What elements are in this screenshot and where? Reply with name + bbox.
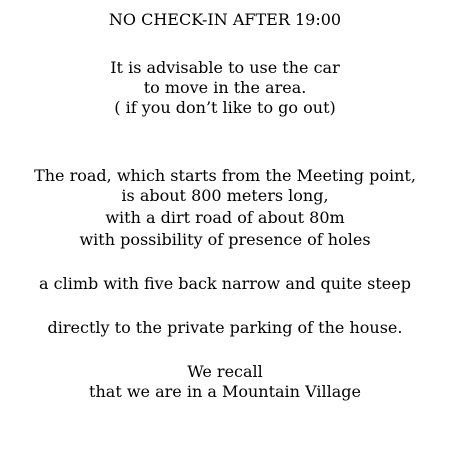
- advice-line-1: It is advisable to use the car: [110, 58, 340, 77]
- notice-heading: NO CHECK-IN AFTER 19:00: [108, 10, 342, 29]
- road-line-2: is about 800 meters long,: [121, 186, 329, 205]
- road-line-1: The road, which starts from the Meeting point,: [34, 166, 416, 185]
- road-line-3: with a dirt road of about 80m: [105, 208, 345, 227]
- recall-line-1: We recall: [187, 362, 263, 381]
- road-line-4: with possibility of presence of holes: [79, 230, 371, 249]
- advice-line-2: to move in the area.: [143, 78, 307, 97]
- recall-line-2: that we are in a Mountain Village: [89, 382, 361, 401]
- parking-line: directly to the private parking of the house.: [47, 318, 403, 337]
- advice-line-3: ( if you don’t like to go out): [114, 98, 336, 117]
- climb-line: a climb with five back narrow and quite steep: [39, 274, 411, 293]
